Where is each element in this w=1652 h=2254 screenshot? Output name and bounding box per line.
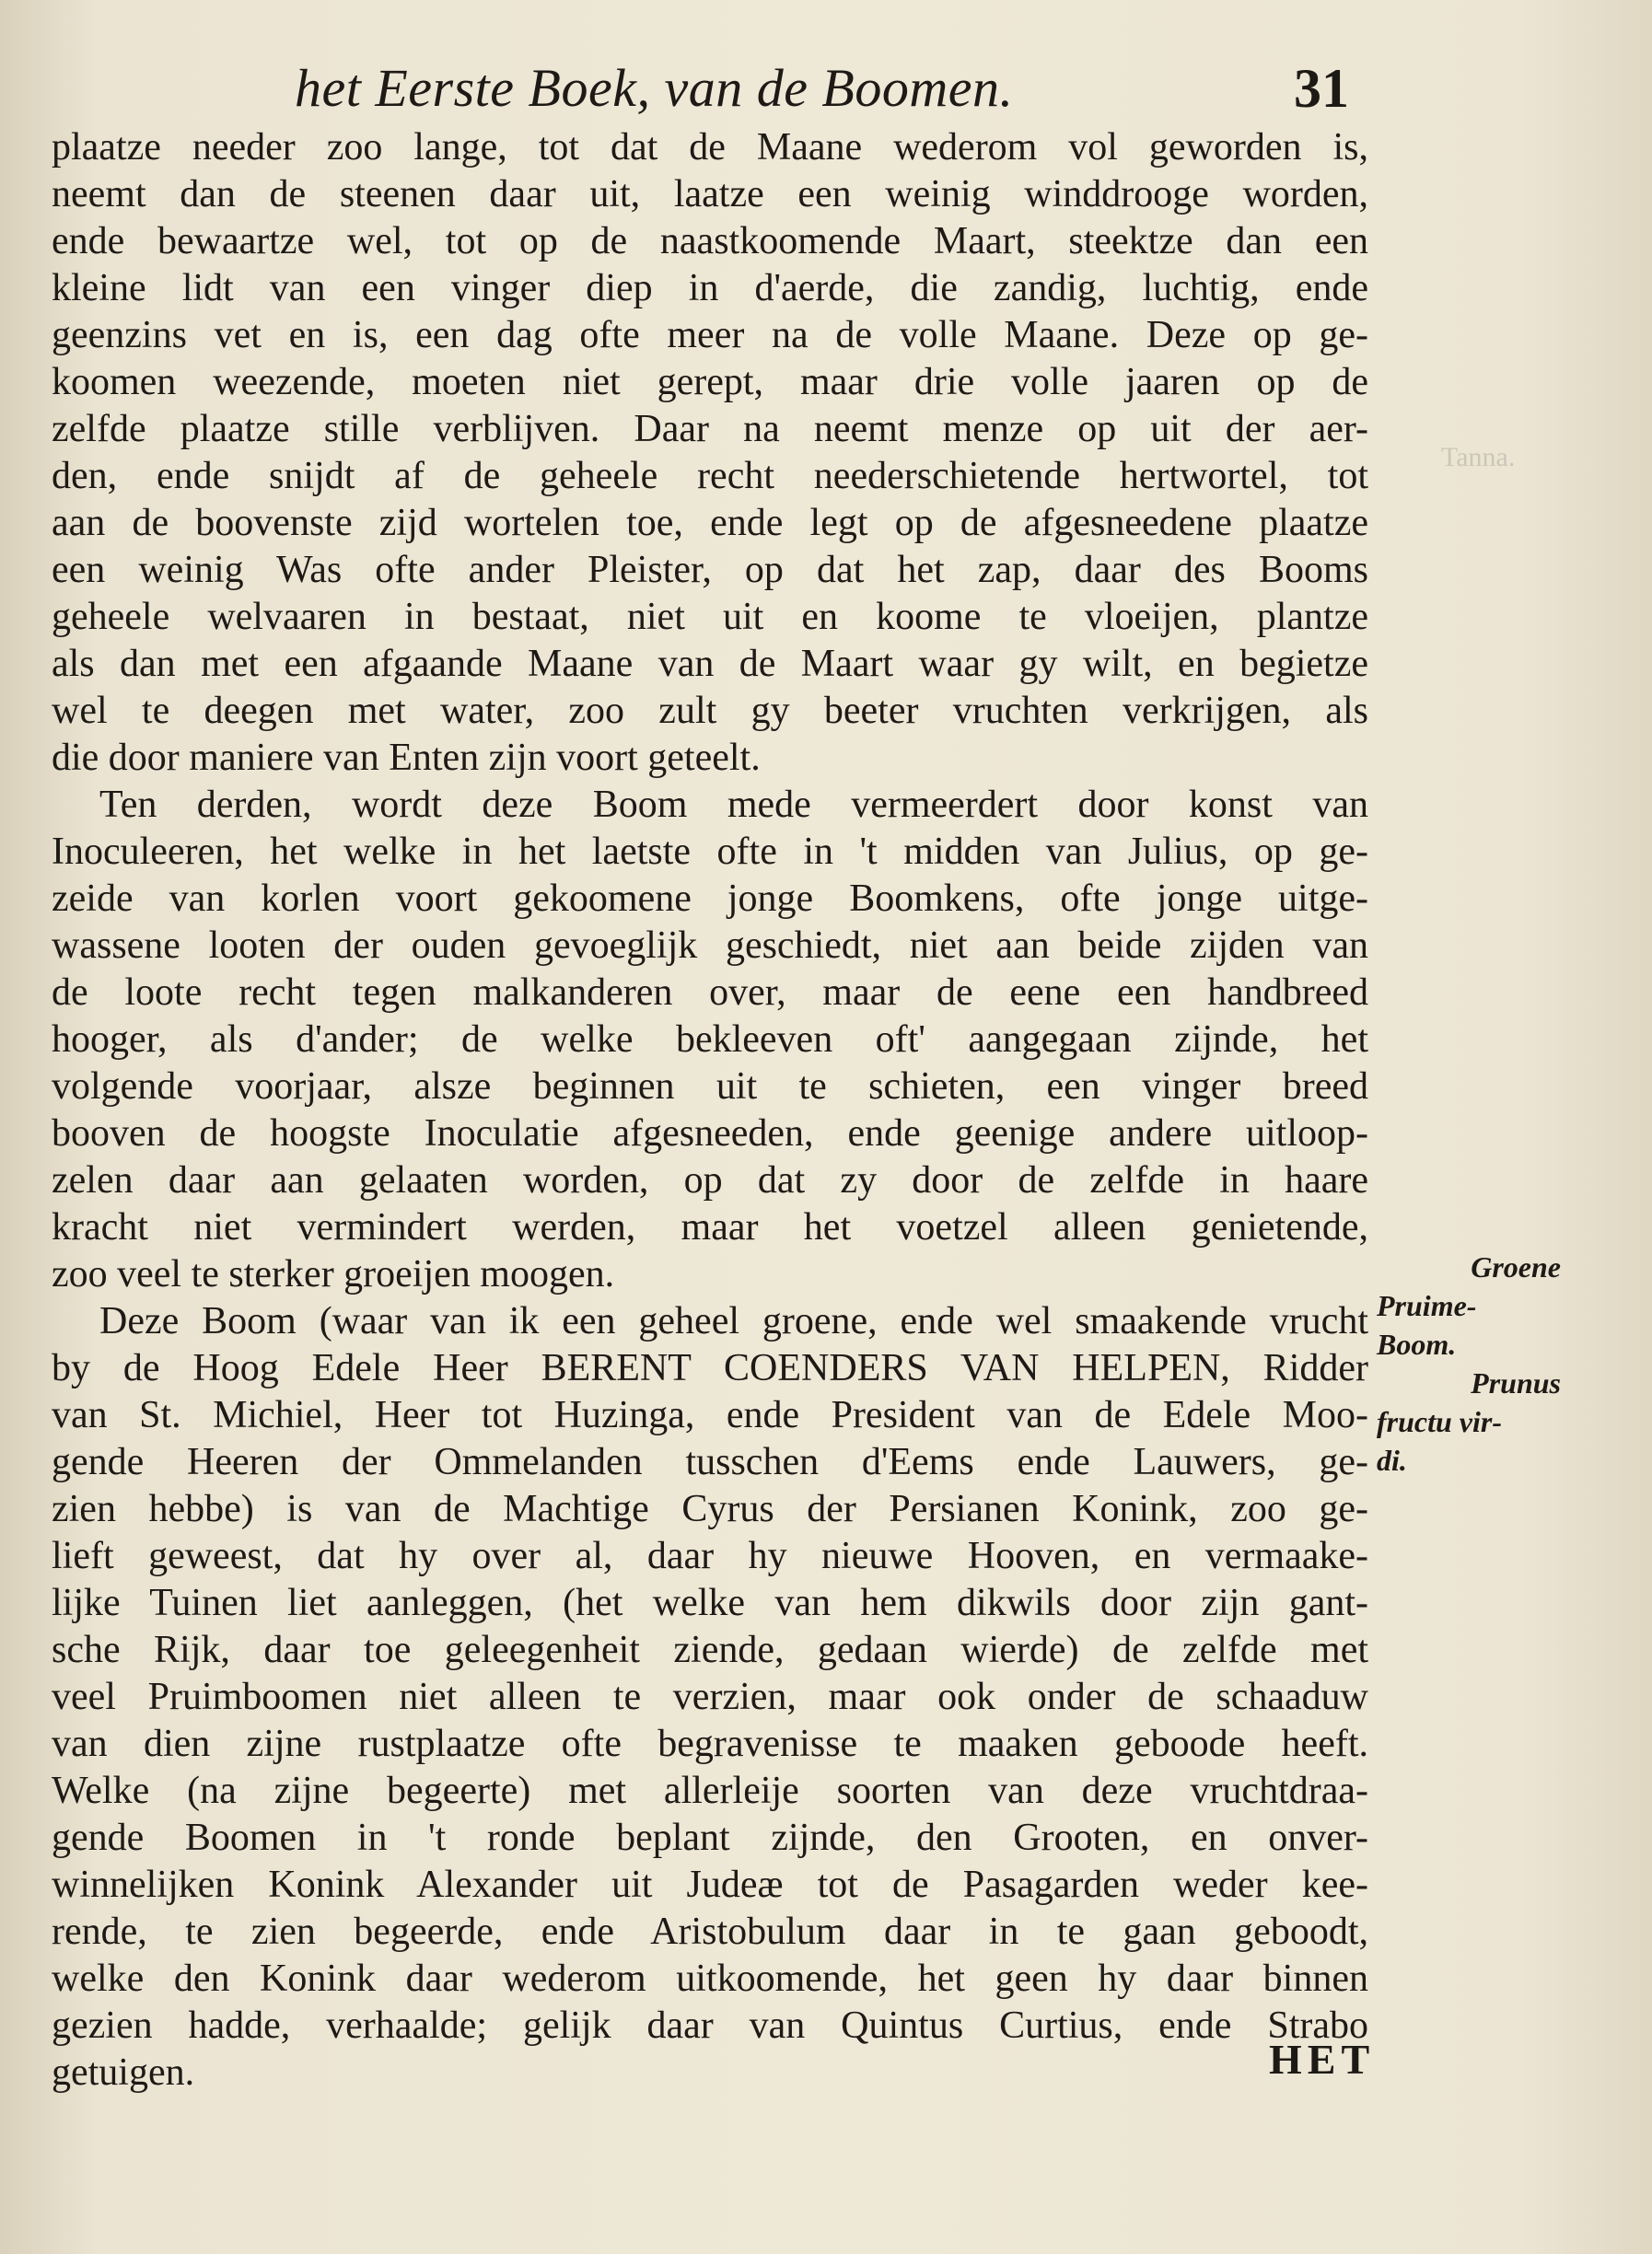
text-line: wel te deegen met water, zoo zult gy beeter vruchten verkrijgen, als [52,690,1368,732]
text-line: als dan met een afgaande Maane van de Maart waar gy wilt, en begietze [52,643,1368,685]
page-number: 31 [1294,58,1349,119]
running-head: het Eerste Boek, van de Boomen. [295,58,1014,118]
text-line: gezien hadde, verhaalde; gelijk daar van Quintus Curtius, ende Strabo [52,2004,1368,2047]
text-line: Welke (na zijne begeerte) met allerleije soorten van deze vruchtdraa- [52,1770,1368,1812]
margin-note [1377,1248,1561,1480]
text-line: veel Pruimboomen niet alleen te verzien, maar ook onder de schaaduw [52,1676,1368,1718]
text-line: wassene looten der ouden gevoeglijk geschiedt, niet aan beide zijden van [52,924,1368,967]
text-line: welke den Konink daar wederom uitkoomende, het geen hy daar binnen [52,1958,1368,2000]
margin-note-line: Groene [1471,1250,1561,1284]
text-line: booven de hoogste Inoculatie afgesneeden, ende geenige andere uitloop- [52,1112,1368,1155]
text-line: rende, te zien begeerde, ende Aristobulum daar in te gaan geboodt, [52,1911,1368,1953]
margin-note-line: di. [1377,1444,1407,1477]
text-line: aan de boovenste zijd wortelen toe, ende legt op de afgesneedene plaatze [52,502,1368,544]
text-line: neemt dan de steenen daar uit, laatze een weinig winddrooge worden, [52,173,1368,215]
text-line: geenzins vet en is, een dag ofte meer na de volle Maane. Deze op ge- [52,314,1368,356]
text-line: een weinig Was ofte ander Pleister, op dat het zap, daar des Booms [52,549,1368,591]
text-line: zeide van korlen voort gekoomene jonge Boomkens, ofte jonge uitge- [52,877,1368,920]
text-line: kracht niet vermindert werden, maar het voetzel alleen genietende, [52,1206,1368,1249]
margin-note-line: fructu vir- [1377,1405,1502,1438]
text-line: die door maniere van Enten zijn voort geteelt. [52,737,761,779]
text-line: by de Hoog Edele Heer BERENT COENDERS VAN HELPEN, Ridder [52,1347,1368,1389]
catchword: HET [1269,2036,1376,2083]
text-line: Deze Boom (waar van ik een geheel groene, ende wel smaakende vrucht [99,1300,1368,1342]
text-line: Ten derden, wordt deze Boom mede vermeerdert door konst van [99,784,1368,826]
text-line: van St. Michiel, Heer tot Huzinga, ende President van de Edele Moo- [52,1394,1368,1436]
text-line: hooger, als d'ander; de welke bekleeven oft' aangegaan zijnde, het [52,1018,1368,1061]
text-line: de loote recht tegen malkanderen over, maar de eene een handbreed [52,971,1368,1014]
text-line: getuigen. [52,2051,195,2094]
bleed-through-margin-word: Tanna. [1441,442,1516,472]
text-line: winnelijken Konink Alexander uit Judeæ tot de Pasagarden weder kee- [52,1864,1368,1906]
text-line: kleine lidt van een vinger diep in d'aerde, die zandig, luchtig, ende [52,267,1368,309]
text-line: ende bewaartze wel, tot op de naastkoomende Maart, steektze dan een [52,220,1368,262]
text-line: zien hebbe) is van de Machtige Cyrus der Persianen Konink, zoo ge- [52,1488,1368,1530]
text-line: den, ende snijdt af de geheele recht neederschietende hertwortel, tot [52,455,1368,497]
text-line: zelen daar aan gelaaten worden, op dat zy door de zelfde in haare [52,1159,1368,1202]
text-line: gende Heeren der Ommelanden tusschen d'Eems ende Lauwers, ge- [52,1441,1368,1483]
text-line: volgende voorjaar, alsze beginnen uit te schieten, een vinger breed [52,1065,1368,1108]
text-line: Inoculeeren, het welke in het laetste ofte in 't midden van Julius, op ge- [52,831,1368,873]
text-line: geheele welvaaren in bestaat, niet uit en koome te vloeijen, plantze [52,596,1368,638]
text-line: plaatze needer zoo lange, tot dat de Maane wederom vol geworden is, [52,126,1368,168]
text-line: zelfde plaatze stille verblijven. Daar na neemt menze op uit der aer- [52,408,1368,450]
text-line: lieft geweest, dat hy over al, daar hy nieuwe Hooven, en vermaake- [52,1535,1368,1577]
text-line: lijke Tuinen liet aanleggen, (het welke van hem dikwils door zijn gant- [52,1582,1368,1624]
margin-note-line: Pruime- [1377,1289,1477,1322]
text-line: sche Rijk, daar toe geleegenheit ziende, gedaan wierde) de zelfde met [52,1629,1368,1671]
main-text-block [52,124,1368,2097]
text-line: koomen weezende, moeten niet gerept, maar drie volle jaaren op de [52,361,1368,403]
margin-note-line: Boom. [1377,1328,1457,1361]
text-line: zoo veel te sterker groeijen moogen. [52,1253,615,1295]
margin-note-line: Prunus [1471,1366,1561,1400]
text-line: gende Boomen in 't ronde beplant zijnde, den Grooten, en onver- [52,1817,1368,1859]
text-line: van dien zijne rustplaatze ofte begravenisse te maaken geboode heeft. [52,1723,1368,1765]
